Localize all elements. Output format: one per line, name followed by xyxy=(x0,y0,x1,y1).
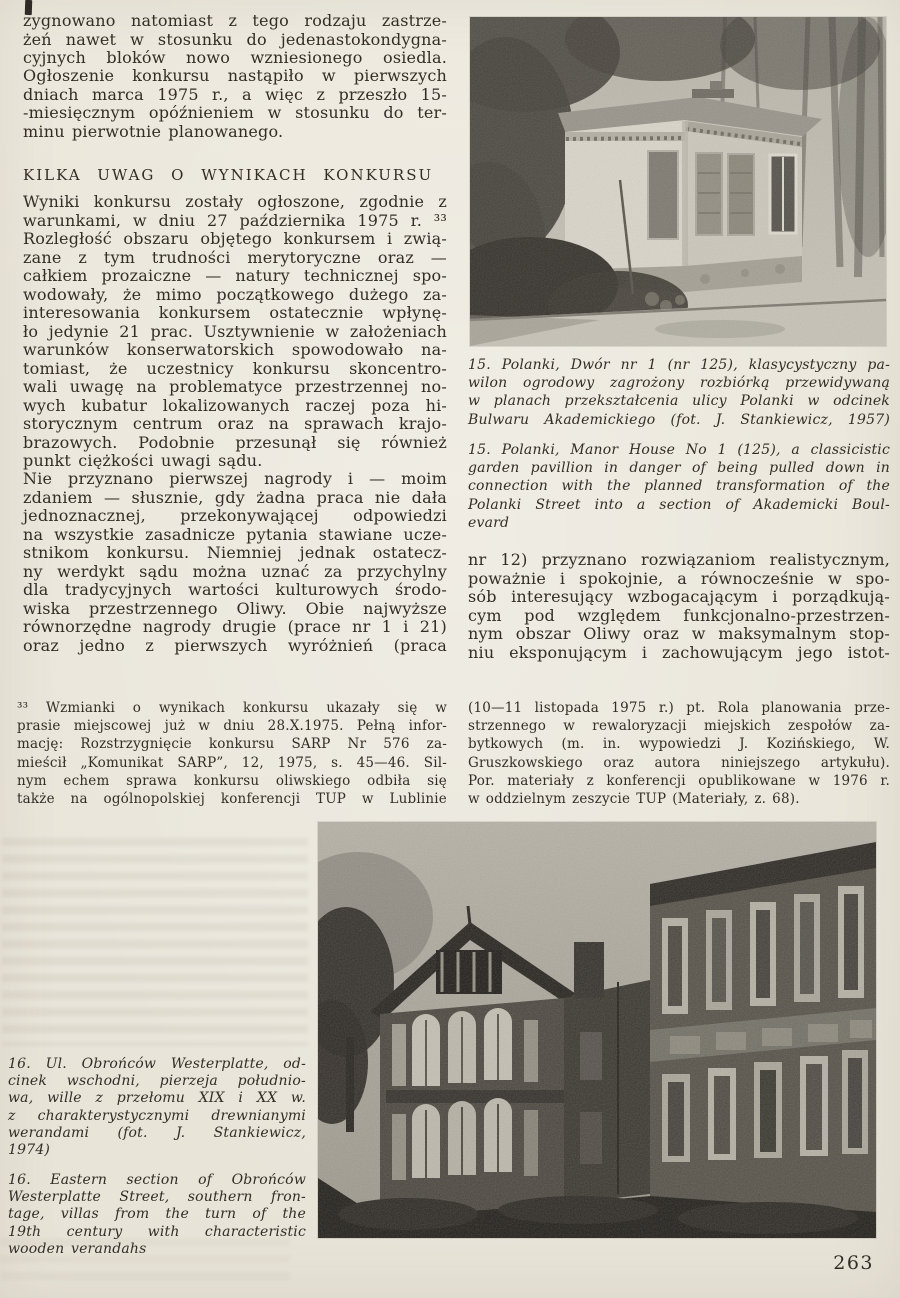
caption-15-polish: 15. Polanki, Dwór nr 1 (nr 125), klasycystyczny pa- wilon ogrodowy zagrożony rozbiórką przewidywaną w planach przekształcenia ulicy Polanki w odcinek Bulwaru Akademickiego (fot. J. Stankiewicz, 1957) xyxy=(468,357,890,428)
left-paragraph-results: Wyniki konkursu zostały ogłoszone, zgodnie z warunkami, w dniu 27 października 1975 r. ³³ Rozległość obszaru objętego konkursem i zwią- zane z tym trudności merytoryczne oraz — całkiem prozaiczne — natury technicznej spo- wodowały, że mimo początkowego dużego za- interesowania konkursem ostatecznie wpłynę- ło jedynie 21 prac. Usztywnienie w założeniach warunków konserwatorskich spowodowało na- tomiast, że uczestnicy konkursu skoncentro- wali uwagę na problematyce przestrzennej no- wych kubatur lokalizowanych raczej poza hi- storycznym centrum oraz na sprawach krajo- brazowych. Podobnie przesunął się również punkt ciężkości uwagi sądu. xyxy=(23,192,447,470)
photo-16-villas xyxy=(318,822,876,1238)
footnote-right: (10—11 listopada 1975 r.) pt. Rola planowania prze- strzennego w rewaloryzacji miejskich zespołów za- bytkowych (m. in. wypowiedzi J. Kozińskiego, W. Gruszkowskiego oraz autora niniejszego artykułu). Por. materiały z konferencji opublikowane w 1976 r. w oddzielnym zeszycie TUP (Materiały, z. 68). xyxy=(468,700,890,808)
section-heading: KILKA UWAG O WYNIKACH KONKURSU xyxy=(23,166,434,184)
left-paragraph-continuation: zygnowano natomiast z tego rodzaju zastrze- żeń nawet w stosunku do jedenastokondygna- cyjnych bloków nowo wzniesionego osiedla. xyxy=(23,11,447,67)
villas-photo-illustration xyxy=(318,822,876,1238)
caption-15-english: 15. Polanki, Manor House No 1 (125), a classicistic garden pavillion in danger of being pulled down in connection with the planned transformation of the Polanki Street into a section of Akademicki Boul- evard xyxy=(468,442,890,531)
page-bleed-through xyxy=(2,838,308,1046)
left-paragraph-announcement: Ogłoszenie konkursu nastąpiło w pierwszych dniach marca 1975 r., a więc z przeszło 15- -miesięcznym opóźnieniem w stosunku do ter- minu pierwotnie planowanego. xyxy=(23,66,447,141)
caption-16-english: 16. Eastern section of Obrońców Westerplatte Street, southern fron- tage, villas from the turn of the 19th century with characteristic wooden verandahs xyxy=(8,1172,306,1257)
left-paragraph-verdict: Nie przyznano pierwszej nagrody i — moim zdaniem — słusznie, gdy żadna praca nie dała jednoznacznej, przekonywającej odpowiedzi na wszystkie zasadnicze pytania stawiane ucze- stnikom konkursu. Niemniej jednak ostatecz- ny werdykt sądu można uznać za przychylny dla tradycyjnych wartości kulturowych środo- wiska przestrzennego Oliwy. Obie najwyższe równorzędne nagrody drugie (prace nr 1 i 21) oraz jedno z pierwszych wyróżnień (praca xyxy=(23,469,447,655)
pavilion-photo-illustration xyxy=(470,17,886,346)
photo-15-pavilion xyxy=(470,17,886,346)
right-paragraph-body: nr 12) przyznano rozwiązaniom realistycznym, poważnie i spokojnie, a równocześnie w spo- sób interesujący wzbogacającym i porządkują- cym pod względem funkcjonalno-przestrzen- nym obszar Oliwy oraz w maksymalnym stop- niu eksponującym i zachowującym jego istot- xyxy=(468,550,890,662)
footnote-33-left: ³³ Wzmianki o wynikach konkursu ukazały się w prasie miejscowej już w dniu 28.X.1975. Pełną infor- mację: Rozstrzygnięcie konkursu SARP Nr 576 za- mieścił „Komunikat SARP”, 12, 1975, s. 45—46. Sil- nym echem sprawa konkursu oliwskiego odbiła się także na ogólnopolskiej konferencji TUP w Lublinie xyxy=(17,700,447,808)
caption-16-polish: 16. Ul. Obrońców Westerplatte, od- cinek wschodni, pierzeja południo- wa, wille z przełomu XIX i XX w. z charakterystycznymi drewnianymi werandami (fot. J. Stankiewicz, 1974) xyxy=(8,1056,306,1159)
page-number: 263 xyxy=(833,1252,874,1274)
